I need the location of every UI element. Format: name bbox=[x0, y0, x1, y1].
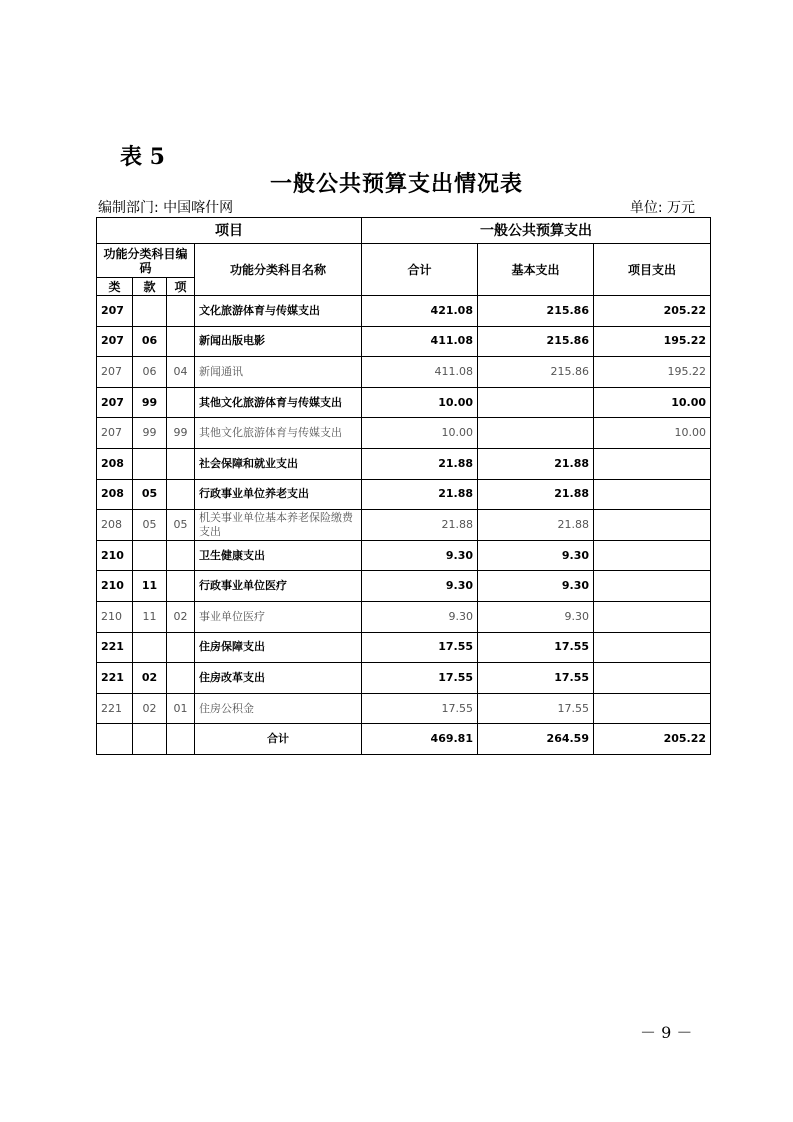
total-cell: 17.55 bbox=[362, 663, 478, 694]
basic-cell: 9.30 bbox=[478, 540, 594, 571]
project-cell: 10.00 bbox=[594, 418, 711, 449]
name-cell: 住房公积金 bbox=[195, 693, 362, 724]
name-cell: 住房保障支出 bbox=[195, 632, 362, 663]
xiang-cell: 01 bbox=[167, 693, 195, 724]
basic-header: 基本支出 bbox=[478, 244, 594, 296]
lei-cell: 221 bbox=[97, 632, 133, 663]
basic-cell: 9.30 bbox=[478, 571, 594, 602]
basic-cell: 215.86 bbox=[478, 326, 594, 357]
table-row bbox=[97, 448, 711, 479]
kuan-header: 款 bbox=[133, 278, 167, 296]
total-cell: 411.08 bbox=[362, 357, 478, 388]
project-cell bbox=[594, 479, 711, 510]
table-row bbox=[97, 510, 711, 541]
basic-cell: 9.30 bbox=[478, 601, 594, 632]
xiang-cell: 05 bbox=[167, 510, 195, 541]
kuan-cell: 05 bbox=[133, 510, 167, 541]
project-cell bbox=[594, 540, 711, 571]
totals-label: 合计 bbox=[195, 724, 362, 755]
page-title: 一般公共预算支出情况表 bbox=[269, 172, 523, 197]
name-cell: 社会保障和就业支出 bbox=[195, 448, 362, 479]
kuan-cell bbox=[133, 632, 167, 663]
name-cell: 行政事业单位养老支出 bbox=[195, 479, 362, 510]
name-cell: 其他文化旅游体育与传媒支出 bbox=[195, 418, 362, 449]
basic-cell: 21.88 bbox=[478, 510, 594, 541]
basic-cell: 17.55 bbox=[478, 663, 594, 694]
table-row bbox=[97, 357, 711, 388]
totals-row bbox=[97, 724, 711, 755]
lei-cell: 207 bbox=[97, 357, 133, 388]
page-number: － 9 － bbox=[640, 1023, 693, 1042]
kuan-cell: 02 bbox=[133, 693, 167, 724]
project-cell bbox=[594, 632, 711, 663]
xiang-cell bbox=[167, 479, 195, 510]
department-label: 编制部门: 中国喀什网 bbox=[98, 200, 234, 216]
xiang-cell: 02 bbox=[167, 601, 195, 632]
basic-cell bbox=[478, 418, 594, 449]
xiang-cell bbox=[167, 326, 195, 357]
project-cell: 10.00 bbox=[594, 387, 711, 418]
table-row bbox=[97, 693, 711, 724]
kuan-cell: 11 bbox=[133, 601, 167, 632]
lei-cell: 208 bbox=[97, 448, 133, 479]
project-cell bbox=[594, 510, 711, 541]
basic-cell: 21.88 bbox=[478, 479, 594, 510]
table-row bbox=[97, 632, 711, 663]
table-row bbox=[97, 326, 711, 357]
kuan-cell: 99 bbox=[133, 387, 167, 418]
lei-cell: 210 bbox=[97, 571, 133, 602]
xiang-cell bbox=[167, 663, 195, 694]
kuan-cell: 02 bbox=[133, 663, 167, 694]
name-cell: 住房改革支出 bbox=[195, 663, 362, 694]
table-row bbox=[97, 601, 711, 632]
project-cell bbox=[594, 601, 711, 632]
xiang-cell: 99 bbox=[167, 418, 195, 449]
basic-cell bbox=[478, 387, 594, 418]
table-row bbox=[97, 479, 711, 510]
lei-cell: 207 bbox=[97, 326, 133, 357]
budget-table bbox=[96, 217, 711, 755]
project-exp-header: 项目支出 bbox=[594, 244, 711, 296]
lei-cell: 221 bbox=[97, 663, 133, 694]
xiang-cell bbox=[167, 632, 195, 663]
lei-cell: 221 bbox=[97, 693, 133, 724]
table-row bbox=[97, 571, 711, 602]
table-row bbox=[97, 418, 711, 449]
func-name-header: 功能分类科目名称 bbox=[195, 244, 362, 296]
xiang-cell bbox=[167, 571, 195, 602]
name-cell: 新闻出版电影 bbox=[195, 326, 362, 357]
basic-cell: 215.86 bbox=[478, 357, 594, 388]
totals-project: 205.22 bbox=[594, 724, 711, 755]
totals-basic: 264.59 bbox=[478, 724, 594, 755]
basic-cell: 17.55 bbox=[478, 693, 594, 724]
basic-cell: 215.86 bbox=[478, 296, 594, 327]
name-cell: 卫生健康支出 bbox=[195, 540, 362, 571]
total-cell: 21.88 bbox=[362, 448, 478, 479]
project-cell bbox=[594, 448, 711, 479]
xiang-cell bbox=[167, 540, 195, 571]
budget-header: 一般公共预算支出 bbox=[362, 218, 711, 244]
project-cell bbox=[594, 663, 711, 694]
total-cell: 17.55 bbox=[362, 693, 478, 724]
empty-cell bbox=[133, 724, 167, 755]
table-row bbox=[97, 296, 711, 327]
total-cell: 9.30 bbox=[362, 601, 478, 632]
table-row bbox=[97, 540, 711, 571]
kuan-cell bbox=[133, 296, 167, 327]
totals-total: 469.81 bbox=[362, 724, 478, 755]
total-cell: 421.08 bbox=[362, 296, 478, 327]
table-row bbox=[97, 387, 711, 418]
lei-cell: 208 bbox=[97, 510, 133, 541]
name-cell: 文化旅游体育与传媒支出 bbox=[195, 296, 362, 327]
xiang-header: 项 bbox=[167, 278, 195, 296]
project-cell bbox=[594, 571, 711, 602]
kuan-cell: 99 bbox=[133, 418, 167, 449]
project-cell: 195.22 bbox=[594, 326, 711, 357]
name-cell: 事业单位医疗 bbox=[195, 601, 362, 632]
table-row bbox=[97, 663, 711, 694]
kuan-cell: 06 bbox=[133, 326, 167, 357]
total-cell: 9.30 bbox=[362, 571, 478, 602]
lei-header: 类 bbox=[97, 278, 133, 296]
empty-cell bbox=[97, 724, 133, 755]
basic-cell: 17.55 bbox=[478, 632, 594, 663]
project-cell: 205.22 bbox=[594, 296, 711, 327]
total-cell: 17.55 bbox=[362, 632, 478, 663]
kuan-cell bbox=[133, 540, 167, 571]
total-cell: 10.00 bbox=[362, 418, 478, 449]
total-cell: 9.30 bbox=[362, 540, 478, 571]
xiang-cell bbox=[167, 387, 195, 418]
total-cell: 411.08 bbox=[362, 326, 478, 357]
lei-cell: 207 bbox=[97, 387, 133, 418]
func-code-header: 功能分类科目编码 bbox=[97, 244, 195, 278]
table-label: 表 5 bbox=[120, 144, 165, 170]
name-cell: 机关事业单位基本养老保险缴费支出 bbox=[195, 510, 362, 541]
total-cell: 10.00 bbox=[362, 387, 478, 418]
kuan-cell: 11 bbox=[133, 571, 167, 602]
kuan-cell bbox=[133, 448, 167, 479]
name-cell: 新闻通讯 bbox=[195, 357, 362, 388]
total-cell: 21.88 bbox=[362, 510, 478, 541]
lei-cell: 208 bbox=[97, 479, 133, 510]
basic-cell: 21.88 bbox=[478, 448, 594, 479]
xiang-cell bbox=[167, 448, 195, 479]
lei-cell: 210 bbox=[97, 601, 133, 632]
lei-cell: 207 bbox=[97, 418, 133, 449]
kuan-cell: 05 bbox=[133, 479, 167, 510]
empty-cell bbox=[167, 724, 195, 755]
xiang-cell bbox=[167, 296, 195, 327]
lei-cell: 210 bbox=[97, 540, 133, 571]
unit-label: 单位: 万元 bbox=[629, 200, 695, 216]
project-header: 项目 bbox=[97, 218, 362, 244]
name-cell: 其他文化旅游体育与传媒支出 bbox=[195, 387, 362, 418]
project-cell: 195.22 bbox=[594, 357, 711, 388]
kuan-cell: 06 bbox=[133, 357, 167, 388]
total-cell: 21.88 bbox=[362, 479, 478, 510]
name-cell: 行政事业单位医疗 bbox=[195, 571, 362, 602]
total-header: 合计 bbox=[362, 244, 478, 296]
lei-cell: 207 bbox=[97, 296, 133, 327]
project-cell bbox=[594, 693, 711, 724]
xiang-cell: 04 bbox=[167, 357, 195, 388]
